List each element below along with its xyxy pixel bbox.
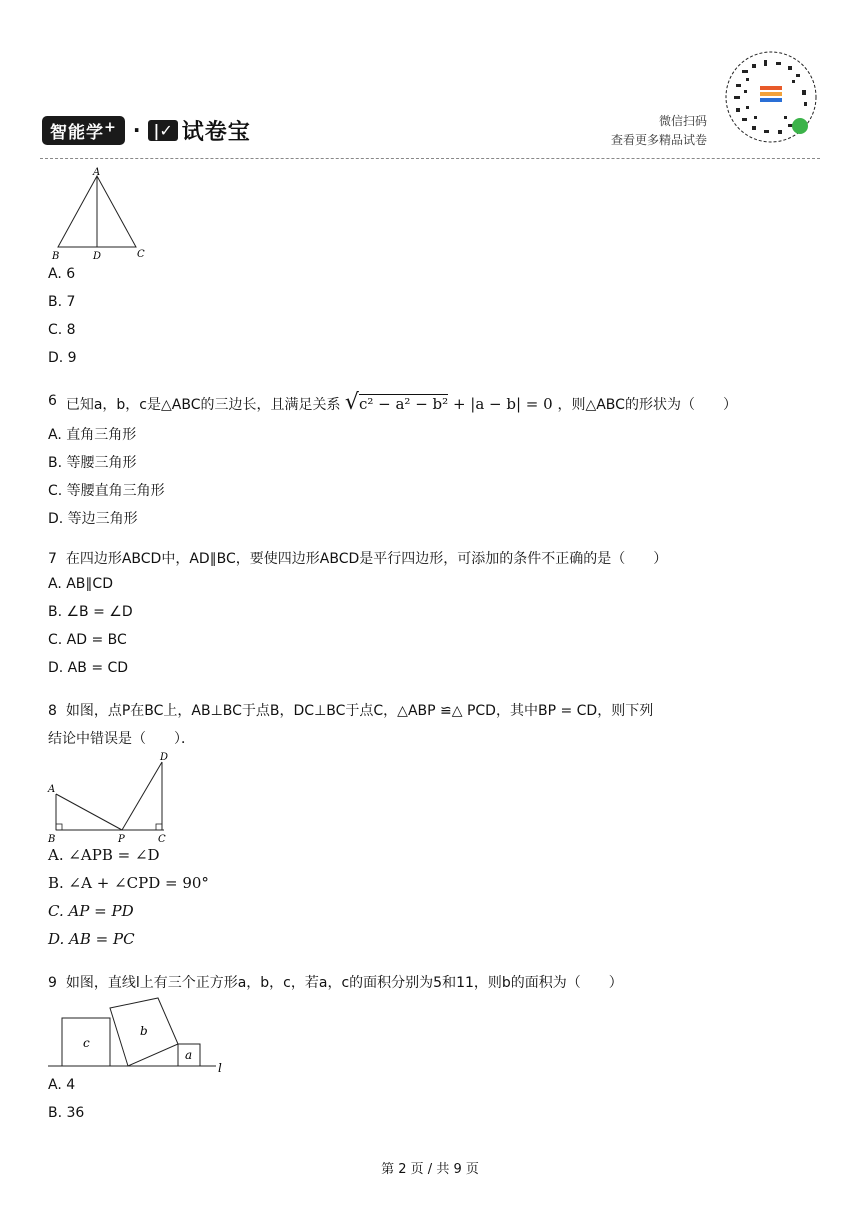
scan-hint-line1: 微信扫码 (658, 114, 707, 128)
label-B: B (52, 251, 60, 262)
label-A: A (48, 784, 56, 795)
q7-option-b: B. ∠B = ∠D (48, 604, 133, 620)
q9-figure (46, 994, 230, 1076)
q6-stem-pre: 已知a，b，c是△ABC的三边长，且满足关系 (65, 397, 341, 413)
q8-option-c: C. AP = PD (48, 902, 134, 920)
q9-number: 9 (48, 975, 57, 991)
q8-option-d: D. AB = PC (48, 930, 135, 948)
label-C: C (158, 834, 166, 844)
qr-code-icon[interactable] (724, 50, 818, 144)
q8-stem-line2: 结论中错误是（ ）． (48, 731, 195, 747)
q6-option-d: D. 等边三角形 (48, 511, 138, 527)
q8-number: 8 (48, 703, 57, 719)
label-D: D (93, 251, 102, 262)
q7-stem-text: 在四边形ABCD中，AD∥BC，要使四边形ABCD是平行四边形，可添加的条件不正确的是（ ） (65, 551, 668, 567)
label-C: C (137, 249, 145, 260)
q7-stem (48, 548, 667, 568)
q9-stem-text: 如图，直线l上有三个正方形a，b，c，若a，c的面积分别为5和11，则b的面积为（ ） (65, 975, 623, 991)
q7-number: 7 (48, 551, 57, 567)
page-footer: 第 2 页 / 共 9 页 (381, 1162, 479, 1177)
q5-option-d: D. 9 (48, 350, 77, 366)
q6-formula: √c² − a² − b² + |a − b| = 0 (344, 390, 553, 415)
q6-option-a: A. 直角三角形 (48, 427, 137, 443)
label-D: D (160, 752, 169, 763)
q6-option-c: C. 等腰直角三角形 (48, 483, 165, 499)
label-P: P (118, 834, 125, 844)
q6-stem-post: ，则△ABC的形状为（ ） (557, 397, 737, 413)
q9-stem (48, 972, 623, 992)
label-A: A (93, 167, 101, 178)
q7-option-d: D. AB = CD (48, 660, 129, 676)
header-logo (42, 116, 251, 144)
label-c: c (83, 1036, 90, 1050)
logo-dot: · (132, 118, 141, 142)
q9-option-a: A. 4 (48, 1077, 76, 1093)
scan-hint-line2: 查看更多精品试卷 (610, 133, 707, 147)
q8-option-b: B. ∠A + ∠CPD = 90° (48, 874, 209, 892)
q8-option-a: A. ∠APB = ∠D (48, 846, 160, 864)
logo-brand: 智能学+ (42, 116, 125, 145)
q8-stem-line1 (48, 700, 653, 720)
label-l: l (218, 1061, 222, 1075)
label-b: b (140, 1024, 148, 1038)
q5-option-c: C. 8 (48, 322, 76, 338)
logo-mark-icon: |✓ (148, 120, 177, 141)
q9-option-b: B. 36 (48, 1105, 85, 1121)
header-divider (40, 158, 820, 159)
q7-option-c: C. AD = BC (48, 632, 127, 648)
q6-stem (48, 390, 737, 415)
q5-triangle-figure (48, 164, 152, 262)
label-a: a (185, 1048, 193, 1062)
q8-stem-text1: 如图，点P在BC上，AB⊥BC于点B，DC⊥BC于点C，△ABP ≌△ PCD，其中BP = CD，则下列 (65, 703, 654, 719)
q5-option-a: A. 6 (48, 266, 76, 282)
q6-number: 6 (48, 393, 57, 409)
q8-figure (46, 748, 176, 844)
q7-option-a: A. AB∥CD (48, 576, 113, 592)
q5-option-b: B. 7 (48, 294, 76, 310)
q6-option-b: B. 等腰三角形 (48, 455, 137, 471)
label-B: B (48, 834, 56, 844)
logo-name: 试卷宝 (181, 119, 251, 145)
